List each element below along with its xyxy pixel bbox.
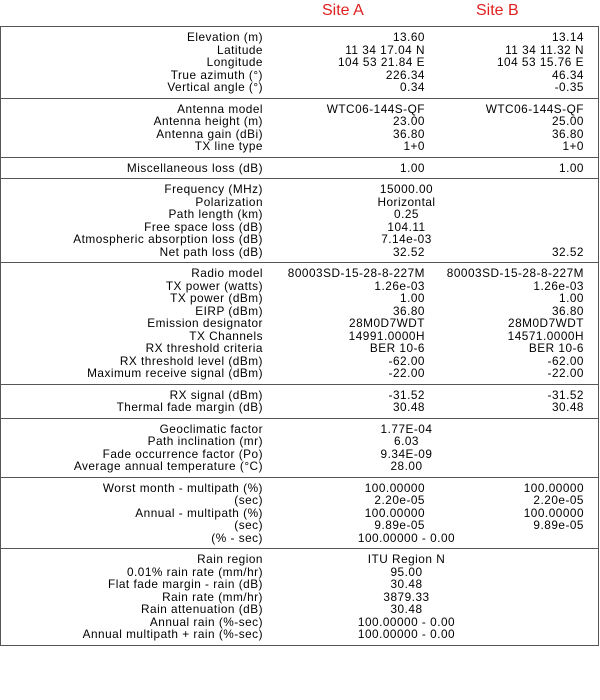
field-label: RX threshold level (dBm) [119, 353, 263, 368]
field-label: Frequency (MHz) [164, 182, 263, 196]
site-a-value: 104 53 21.84 E [337, 55, 425, 69]
site-a-value: 14991.0000H [348, 328, 425, 343]
field-label: Flat fade margin - rain (dB) [108, 577, 263, 591]
link-budget-table [0, 26, 599, 646]
section-cell [1, 263, 599, 385]
shared-value: Horizontal [377, 194, 436, 209]
field-label: Path inclination (mr) [147, 434, 263, 448]
field-label: TX Channels [189, 328, 263, 343]
shared-value-column [267, 103, 598, 153]
shared-value-column [267, 31, 598, 94]
shared-value: 15000.00 [379, 182, 434, 196]
site-a-value: 2.20e-05 [374, 493, 425, 507]
site-a-value: 36.80 [392, 303, 425, 318]
shared-value: 100.00000 - 0.00 [357, 614, 456, 629]
field-label: Antenna model [177, 101, 263, 116]
section-cell [1, 179, 599, 263]
shared-value: 100.00000 - 0.00 [357, 627, 456, 641]
section-row [1, 157, 599, 179]
field-label: RX signal (dBm) [169, 387, 263, 402]
field-label: TX power (dBm) [170, 291, 263, 305]
field-label: Rain attenuation (dB) [141, 602, 263, 616]
shared-value-column [267, 389, 598, 414]
field-label: (% - sec) [211, 530, 263, 545]
label-column [1, 389, 267, 414]
site-b-value: 36.80 [551, 126, 584, 141]
site-a-value: 1.00 [400, 291, 425, 305]
field-label: Rain rate (mm/hr) [162, 589, 263, 604]
site-b-value: 80003SD-15-28-8-227M [446, 266, 584, 280]
field-label: EIRP (dBm) [195, 303, 263, 318]
site-a-value: 1.26e-03 [374, 278, 425, 293]
label-column [1, 183, 267, 258]
shared-value: 28.00 [390, 459, 423, 473]
site-b-value: 36.80 [551, 303, 584, 318]
site-b-value: 1.00 [559, 291, 584, 305]
section-block [1, 179, 598, 262]
shared-value: 104.11 [387, 219, 426, 234]
section-row [1, 27, 599, 99]
field-label: Maximum receive signal (dBm) [87, 366, 263, 380]
site-a-value: 11 34 17.04 N [345, 42, 425, 57]
section-row [1, 179, 599, 263]
label-column [1, 267, 267, 380]
shared-value: 1.77E-04 [380, 421, 433, 436]
column-header [0, 0, 600, 26]
section-block [1, 478, 598, 549]
section-block [1, 158, 598, 179]
field-label: Average annual temperature (°C) [73, 459, 263, 473]
field-label: Free space loss (dB) [144, 219, 263, 234]
section-block [1, 385, 598, 418]
field-label: Fade occurrence factor (Po) [102, 446, 263, 461]
site-b-value: WTC06-144S-QF [485, 101, 584, 116]
section-row [1, 418, 599, 477]
field-label: TX power (watts) [165, 278, 263, 293]
site-a-value: 13.60 [392, 30, 425, 44]
section-cell [1, 418, 599, 477]
shared-value: 95.00 [390, 564, 423, 579]
field-label: Annual multipath + rain (%-sec) [82, 627, 263, 641]
section-row [1, 384, 599, 418]
site-b-value: BER 10-6 [528, 341, 584, 355]
site-b-value: 2.20e-05 [533, 493, 584, 507]
site-b-value: -31.52 [547, 387, 584, 402]
field-label: Rain region [197, 552, 263, 566]
shared-value: 30.48 [390, 577, 423, 591]
field-label: Miscellaneous loss (dB) [126, 160, 263, 175]
field-label: Path length (km) [168, 207, 263, 221]
site-a-value: BER 10-6 [369, 341, 425, 355]
site-b-value: 1.00 [559, 160, 584, 175]
field-label: Emission designator [147, 316, 263, 330]
site-a-value: 9.89e-05 [374, 518, 425, 532]
section-cell [1, 549, 599, 646]
field-label: (sec) [234, 493, 263, 507]
site-b-value: 32.52 [551, 244, 584, 259]
site-b-value: 25.00 [551, 114, 584, 128]
label-column [1, 423, 267, 473]
shared-value: 0.25 [394, 207, 419, 221]
section-cell [1, 98, 599, 157]
site-a-value: 100.00000 [364, 480, 425, 495]
field-label: Radio model [191, 266, 263, 280]
field-label: Annual - multipath (%) [135, 505, 263, 520]
shared-value: 7.14e-03 [381, 232, 432, 246]
section-cell [1, 477, 599, 549]
shared-value: 30.48 [390, 602, 423, 616]
site-b-value: -62.00 [547, 353, 584, 368]
site-b-value: 14571.0000H [507, 328, 584, 343]
shared-value: 100.00000 - 0.00 [357, 530, 456, 545]
field-label: Geoclimatic factor [159, 421, 263, 436]
field-label: 0.01% rain rate (mm/hr) [126, 564, 263, 579]
site-b-value: 9.89e-05 [533, 518, 584, 532]
field-label: (sec) [234, 518, 263, 532]
shared-value-column [267, 423, 598, 473]
site-b-value: 28M0D7WDT [508, 316, 584, 330]
site-b-value: 1.26e-03 [533, 278, 584, 293]
section-block [1, 549, 598, 645]
site-b-value: 11 34 11.32 N [505, 42, 584, 57]
section-row [1, 477, 599, 549]
site-a-value: -31.52 [388, 387, 425, 402]
section-row [1, 98, 599, 157]
section-block [1, 27, 598, 98]
field-label: RX threshold criteria [145, 341, 263, 355]
label-column [1, 553, 267, 641]
field-label: Thermal fade margin (dB) [116, 400, 263, 414]
site-a-value: 32.52 [392, 244, 425, 259]
section-cell [1, 27, 599, 99]
shared-value-column [267, 482, 598, 545]
site-a-value: -62.00 [388, 353, 425, 368]
shared-value-column [267, 267, 598, 380]
site-a-value: 36.80 [392, 126, 425, 141]
site-a-value: 100.00000 [364, 505, 425, 520]
section-cell [1, 384, 599, 418]
section-row [1, 263, 599, 385]
site-b-value: -0.35 [554, 80, 584, 94]
field-label: Elevation (m) [187, 30, 263, 44]
label-column [1, 103, 267, 153]
site-b-value: 100.00000 [523, 505, 584, 520]
site-a-value: WTC06-144S-QF [326, 101, 425, 116]
site-a-heading: Site A [322, 2, 364, 19]
site-a-value: 80003SD-15-28-8-227M [287, 266, 425, 280]
site-b-value: 1+0 [562, 139, 584, 153]
shared-value: 6.03 [394, 434, 419, 448]
site-a-value: 23.00 [392, 114, 425, 128]
site-a-value: -22.00 [388, 366, 425, 380]
label-column [1, 482, 267, 545]
field-label: Polarization [195, 194, 263, 209]
field-label: Atmospheric absorption loss (dB) [73, 232, 263, 246]
site-b-value: 30.48 [551, 400, 584, 414]
site-a-value: 1+0 [403, 139, 425, 153]
site-b-value: 13.14 [551, 30, 584, 44]
section-block [1, 99, 598, 157]
label-column [1, 162, 267, 175]
section-row [1, 549, 599, 646]
shared-value: 9.34E-09 [380, 446, 433, 461]
shared-value: ITU Region N [367, 552, 446, 566]
field-label: Annual rain (%-sec) [149, 614, 263, 629]
field-label: Net path loss (dB) [159, 244, 263, 259]
site-a-value: 1.00 [400, 160, 425, 175]
field-label: Vertical angle (°) [167, 80, 263, 94]
shared-value-column [267, 553, 598, 641]
site-a-value: 0.34 [400, 80, 425, 94]
site-a-value: 30.48 [392, 400, 425, 414]
field-label: TX line type [194, 139, 263, 153]
field-label: Latitude [217, 42, 263, 57]
field-label: Antenna height (m) [153, 114, 263, 128]
shared-value-column [267, 162, 598, 175]
field-label: Worst month - multipath (%) [102, 480, 263, 495]
site-b-heading: Site B [476, 2, 519, 19]
shared-value: 3879.33 [383, 589, 430, 604]
field-label: Antenna gain (dBi) [156, 126, 263, 141]
field-label: Longitude [206, 55, 263, 69]
site-b-value: -22.00 [547, 366, 584, 380]
site-b-value: 104 53 15.76 E [496, 55, 584, 69]
section-block [1, 263, 598, 384]
field-label: True azimuth (°) [170, 67, 263, 82]
site-a-value: 226.34 [385, 67, 425, 82]
label-column [1, 31, 267, 94]
section-cell [1, 157, 599, 179]
shared-value-column [267, 183, 598, 258]
site-b-value: 100.00000 [523, 480, 584, 495]
site-b-value: 46.34 [551, 67, 584, 82]
site-a-value: 28M0D7WDT [349, 316, 425, 330]
section-block [1, 419, 598, 477]
